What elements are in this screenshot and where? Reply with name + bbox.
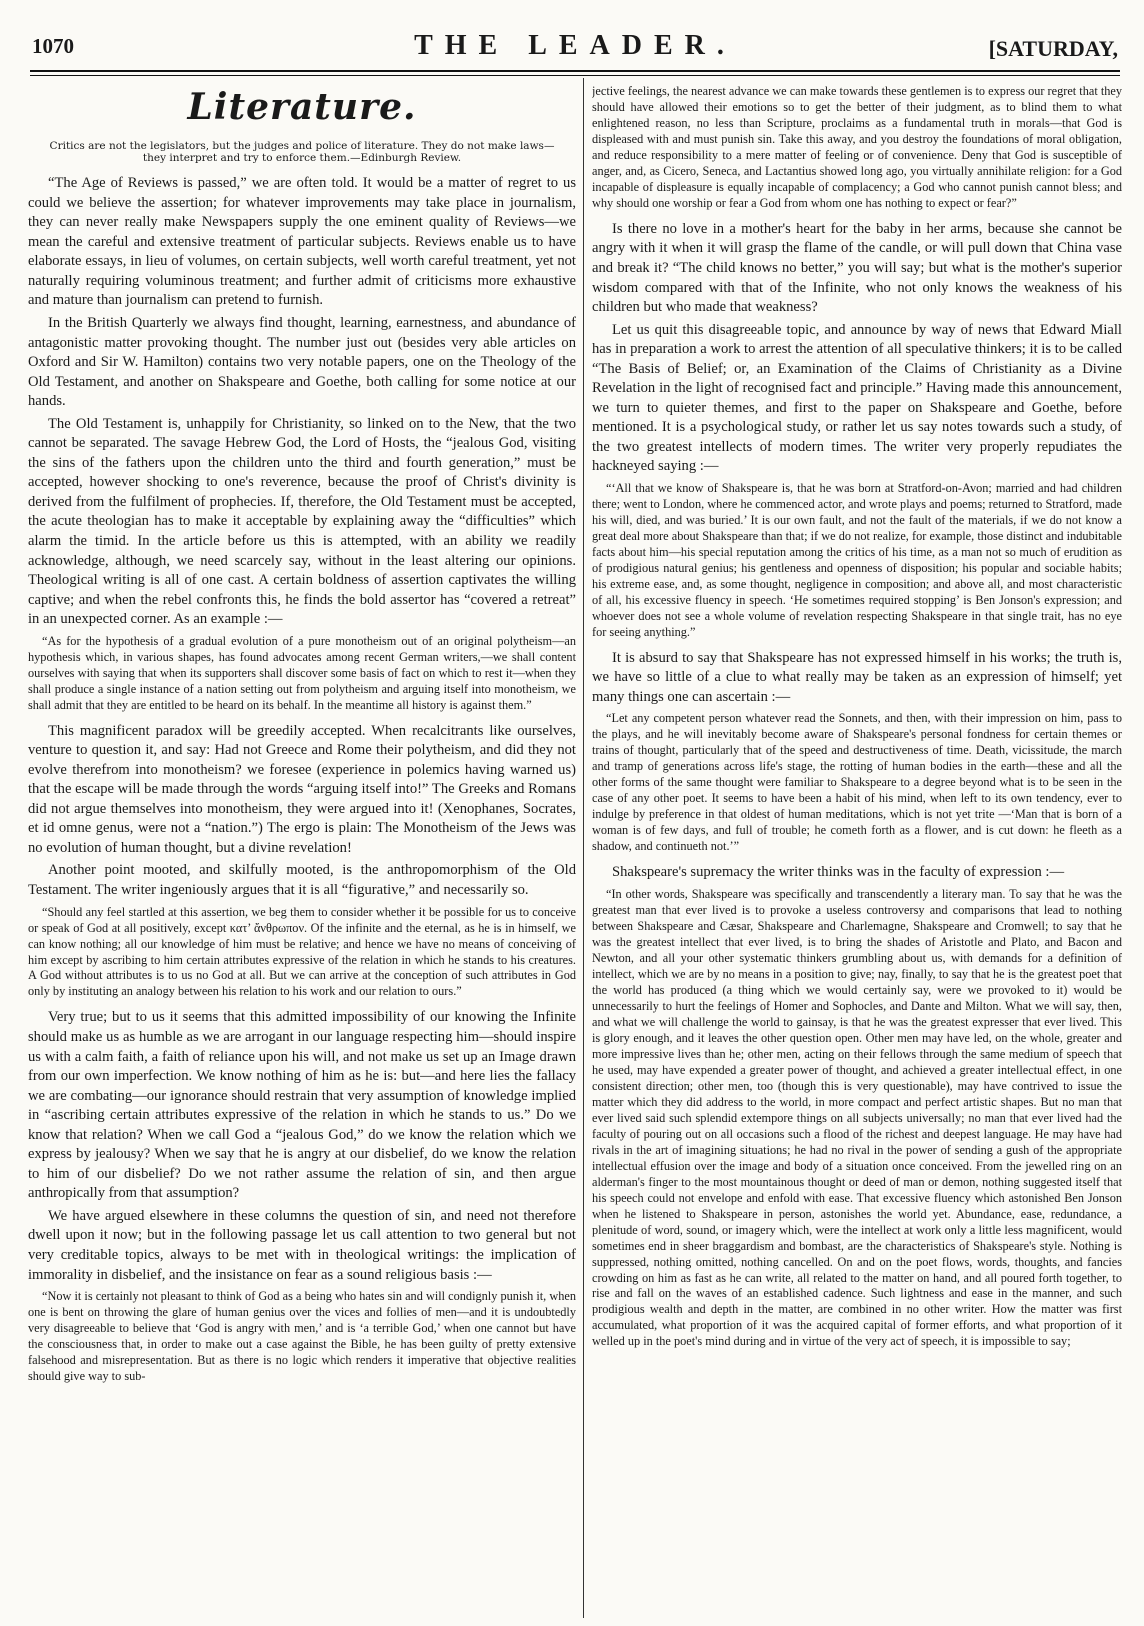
article-paragraph: Shakspeare's supremacy the writer thinks was in the faculty of expression :— <box>612 864 1065 881</box>
page-header <box>30 28 1120 68</box>
right-column <box>592 80 1122 1620</box>
quoted-passage: “Let any competent person whatever read the Sonnets, and then, with their impression on him, pass to the plays, and he will inevitably become aware of Shakspeare's personal fondness for certain themes or trains of thought, particularly that of the speed and destructiveness of time. Death, vicissitude, the march and tramp of generations across life's stage, the rotting of human bodies in the earth—these and all the other forms of the same thought were familiar to Shakspeare to a degree beyond what is to be seen in the case of any other poet. It seems to have been a habit of his mind, when left to its own tendency, ever to indulge by preference in that oldest of human meditations, which is not yet trite —‘Man that is born of a woman is of few days, and full of trouble; he cometh forth as a flower, and is cut down: he fleeth as a shadow, and continueth not.’” <box>592 711 1122 854</box>
quoted-passage: jective feelings, the nearest advance we can make towards these gentlemen is to express our regret that they should have allowed their emotions so to get the better of their judgment, as to blind them to what enlightened reason, no less than Scripture, proclaims as a fundamental truth in morals—that God is displeased with and must punish sin. Take this away, and you destroy the foundations of moral obligation, and reduce responsibility to a mere matter of feeling or of convenience. Deny that God is susceptible of anger, and, as Cicero, Seneca, and Lactantius showed long ago, you virtually annihilate religion: for a God incapable of displeasure is equally incapable of complacency; a God who cannot punish cannot bless; and why should one worship or fear a God from whom one has nothing to expect or fear?” <box>592 84 1122 210</box>
article-paragraph: We have argued elsewhere in these columns the question of sin, and need not therefore dwell upon it now; but in the following passage let us call attention to two general but not very creditable topics, always to be met with in theological writings: the implication of immorality in disbelief, and the insistance on fear as a sound religious basis :— <box>28 1207 576 1283</box>
article-paragraph: Is there no love in a mother's heart for the baby in her arms, because she cannot be angry with it when it will grasp the flame of the candle, or will pull down that China vase and break it? “The child knows no better,” you will say; but what is the mother's superior wisdom compared with that of the Infinite, who not only knows the weakness of his children but who made that weakness? <box>592 220 1122 316</box>
column-divider <box>583 78 584 1618</box>
quoted-passage: “Should any feel startled at this assertion, we beg them to consider whether it be possible for us to conceive or speak of God at all positively, except κατ’ ἄνθρωπον. Of the infinite and the eternal, as he is in himself, we can know nothing; all our knowledge of him must be relative; and hence we have no means of conceiving of him except by ascribing to him certain attributes expressive of the relation in which he stands to his creatures. A God without attributes is to us no God at all. But we can arrive at the conception of such attributes in God only by instituting an analogy between his relation to his work and our relation to ours.” <box>28 904 576 999</box>
article-paragraph: In the British Quarterly we always find thought, learning, earnestness, and abundance of antagonistic matter provoking thought. The number just out (besides very able articles on Oxford and Sir W. Hamilton) contains two very notable papers, one on the Theology of the Old Testament, and another on Shakspeare and Goethe, both calling for some notice at our hands. <box>28 314 576 410</box>
article-paragraph: The Old Testament is, unhappily for Christianity, so linked on to the New, that the two cannot be separated. The savage Hebrew God, the Lord of Hosts, the “jealous God, visiting the sins of the fathers upon the children unto the third and fourth generation,” must be accepted, however shocking to one's reverence, because the proof of Christ's divinity is derived from the fulfilment of prophecies. If, therefore, the Old Testament must be accepted, the acute theologian has to make it acceptable by explaining away the “difficulties” which alarm the timid. In the article before us this is attempted, with an ability we readily acknowledge, although, we need scarcely say, without in the least altering our opinions. Theological writing is all of one cast. A certain boldness of assertion captivates the willing captive; and when the rebel confronts this, he finds the bold assertor has “covered a retreat” in an unexpected corner. As an example :— <box>28 415 576 628</box>
left-column <box>28 80 576 1620</box>
header-day: [SATURDAY, <box>988 36 1118 61</box>
section-title: Literature. <box>187 86 417 128</box>
header-rule-thick <box>30 70 1120 72</box>
article-paragraph: It is absurd to say that Shakspeare has not expressed himself in his works; the truth is, we have so little of a clue to what really may be taken as an expression of himself; yet many things one can ascertain :— <box>592 649 1122 705</box>
quoted-passage: “As for the hypothesis of a gradual evolution of a pure monotheism out of an original polytheism—an hypothesis which, in various shapes, has found advocates among recent German writers,—we shall content ourselves with saying that when its supporters shall discover some basis of fact on which to rest it—when they shall produce a single instance of a nation setting out from polytheism and arguing itself into monotheism, we shall admit that they are entitled to be heard on its behalf. In the meantime all history is against them.” <box>28 633 576 712</box>
article-paragraph: “The Age of Reviews is passed,” we are often told. It would be a matter of regret to us could we believe the assertion; for whatever improvements may take place in journalism, they can never really make Newspapers supply the one eminent quality of Reviews—we mean the careful and extensive treatment of particular subjects. Reviews enable us to have elaborate essays, in lieu of volumes, on certain subjects, well worth careful treatment, yet not naturally requiring voluminous treatment; and further admit of criticisms more exhaustive and mature than journalism can pretend to furnish. <box>28 175 576 309</box>
article-paragraph: Another point mooted, and skilfully mooted, is the anthropomorphism of the Old Testament. The writer ingeniously argues that it is all “figurative,” and necessarily so. <box>28 862 576 898</box>
quoted-passage: “Now it is certainly not pleasant to think of God as a being who hates sin and will condignly punish it, when one is bent on throwing the glare of human genius over the vices and follies of men—and it is undoubtedly very disagreeable to believe that ‘God is angry with men,’ and is ‘a terrible God,’ when one cannot but have the consciousness that, in order to make out a case against the Bible, he has been guilty of pretty extensive falsehood and misrepresentation. But as there is no logic which renders it imperative that objective realities should give way to sub- <box>28 1289 576 1384</box>
right-column-body <box>592 84 1122 1350</box>
quoted-passage: “In other words, Shakspeare was specifically and transcendently a literary man. To say that he was the greatest man that ever lived is to provoke a useless controversy and comparisons that lead to nothing between Shakspeare and Cæsar, Shakspeare and Charlemagne, Shakspeare and Cromwell; to say that he was the greatest intellect that ever lived, is to bring the shades of Aristotle and Plato, and Bacon and Newton, and all your other systematic thinkers grumbling about us, with demands for a definition of intellect, which we are by no means in a position to give; nay, finally, to say that he is the greatest poet that the world has produced (a thing which we would certainly say, were we provoked to it) would be unnecessarily to hurt the feelings of Homer and Sophocles, and Dante and Milton. What we will say, then, and what we will challenge the world to gainsay, is that he was the greatest expresser that ever lived. This is glory enough, and it leaves the other question open. Other men may have led, on the whole, greater and more impressive lives than he; other men, acting on their fellows through the same medium of speech that he used, may have expended a greater power of thought, and achieved a greater intellectual effect, in one consistent direction; other men, too (though this is very questionable), may have contrived to issue the matter which they did address to the world, in more compact and perfect artistic shapes. But no man that ever lived said such splendid extempore things on all subjects universally; no man that ever lived had the faculty of pouring out on all occasions such a flood of the richest and deepest language. He may have had rivals in the art of imagining situations; he had no rival in the power of sending a gush of the appropriate intellectual effusion over the image and body of a situation once conceived. From the jewelled ring on an alderman's finger to the most mountainous thought or deed of man or demon, nothing suggested itself that his speech could not envelope and enfold with ease. That excessive fluency which astonished Ben Jonson when he listened to Shakspeare in person, astonishes the world yet. Abundance, ease, redundance, a plenitude of word, sound, or imagery which, were the intellect at work only a little less magnificent, would sometimes end in sheer braggardism and bombast, are the characteristics of Shakspeare's style. Nothing is suppressed, nothing omitted, nothing cancelled. On and on the poet flows, words, thoughts, and fancies crowding on him as fast as he can write, all related to the matter on hand, and all poured forth together, to rise and fall on the waves of an established cadence. Such lightness and ease in the manner, and such prodigious wealth and depth in the matter, are combined in no other writer. How the matter was first accumulated, what proportion of it was the acquired capital of former efforts, and what proportion of it welled up in the poet's mind during and in virtue of the very act of speech, it is impossible to say; <box>592 886 1122 1349</box>
masthead-title: THE LEADER. <box>414 30 736 61</box>
page-number: 1070 <box>32 34 74 58</box>
header-rule-thin <box>30 75 1120 76</box>
left-column-body <box>28 174 576 1385</box>
epigraph: Critics are not the legislators, but the judges and police of literature. They do not make laws—they interpret and try to enforce them.—Edinburgh Review. <box>49 140 555 165</box>
article-paragraph: Very true; but to us it seems that this admitted impossibility of our knowing the Infinite should make us as humble as we are arrogant in our language respecting him—should inspire us with a calm faith, a faith of reliance upon his will, and not make us set up an Image drawn from our own imperfection. We know nothing of him as he is: but—and here lies the fallacy we are combating—our ignorance should restrain that very assumption of knowledge implied in “ascribing certain attributes expressive of the relation in which he stands to us.” Do we know that relation? When we call God a “jealous God,” do we know the relation which we express by jealousy? When we say that he is angry at our disbelief, do we know the relation to him of our disbelief? Do we not rather assume the relation of sin, and then argue anthropically from that assumption? <box>28 1009 576 1202</box>
article-paragraph: Let us quit this disagreeable topic, and announce by way of news that Edward Miall has in preparation a work to arrest the attention of all speculative thinkers; it is to be called “The Basis of Belief; or, an Examination of the Claims of Christianity as a Divine Revelation in the light of recognised fact and principle.” Having made this announcement, we turn to quieter themes, and first to the paper on Shakspeare and Goethe, before mentioned. It is a psychological study, or rather let us say notes towards such a study, of the two greatest intellects of modern times. The writer very properly repudiates the hackneyed saying :— <box>592 321 1122 475</box>
quoted-passage: “‘All that we know of Shakspeare is, that he was born at Stratford-on-Avon; married and had children there; went to London, where he commenced actor, and wrote plays and poems; returned to Stratford, made his will, died, and was buried.’ It is our own fault, and not the fault of the materials, if we do not know a great deal more about Shakspeare than that; if we do not realize, for example, those distinct and indubitable facts about him—his special reputation among the critics of his time, as a man not so much of erudition as of prodigious natural genius; his gentleness and openness of disposition; his popular and sociable habits; his extreme ease, and, as some thought, negligence in composition; and above all, and most characteristic of all, his excessive fluency in speech. ‘He sometimes required stopping’ is Ben Jonson's expression; and whoever does not see a whole volume of revelation respecting Shakspeare in that single trait, has no eye for seeing anything.” <box>592 480 1122 639</box>
article-paragraph: This magnificent paradox will be greedily accepted. When recalcitrants like ourselves, venture to question it, and say: Had not Greece and Rome their polytheism, and did they not evolve therefrom into monotheism? we foresee (experience in polemics having warned us) that the escape will be made through the words “arguing itself into!” The Greeks and Romans did not argue themselves into monotheism, they were argued into it! (Xenophanes, Socrates, et id omne genus, were not a “nation.”) The ergo is plain: The Monotheism of the Jews was no evolution of human thought, but a divine revelation! <box>28 722 576 856</box>
